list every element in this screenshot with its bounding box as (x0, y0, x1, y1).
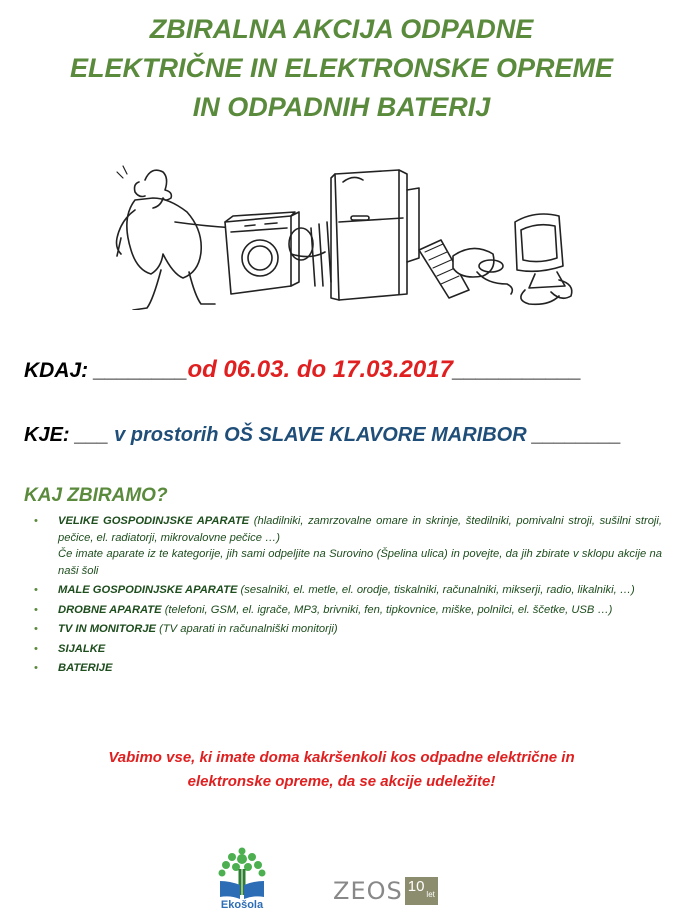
when-label: KDAJ: ________ (24, 359, 188, 382)
person-illustration (117, 166, 236, 310)
list-item (30, 660, 662, 677)
item-desc: (TV aparati in računalniški monitorji) (156, 623, 338, 635)
title-line-2: ELEKTRIČNE IN ELEKTRONSKE OPREME (69, 53, 614, 83)
item-desc: (hladilniki, zamrzovalne omare in skrinje, štedilniki, pomivalni stroji, sušilni stroji, pečice, el. radiatorji, mikrovalovne pečice …) (58, 515, 662, 544)
poster-title (0, 10, 683, 127)
bullet-icon: • (34, 515, 38, 527)
where-label: KJE: ___ (24, 424, 115, 446)
zeos-anniversary-badge (405, 877, 438, 905)
bullet-icon: • (34, 584, 38, 596)
when-dates: od 06.03. do 17.03.2017 (187, 356, 453, 383)
where-location: v prostorih OŠ SLAVE KLAVORE MARIBOR (114, 424, 533, 446)
when-line (24, 356, 581, 384)
list-item (30, 513, 662, 579)
monitor-illustration (515, 214, 572, 304)
zeos-wordmark: ZEOS (333, 877, 403, 905)
item-name: BATERIJE (58, 662, 113, 674)
zeos-number: 10 (407, 878, 425, 895)
closing-invitation (0, 746, 683, 794)
title-line-3: IN ODPADNIH BATERIJ (192, 92, 491, 122)
list-item (30, 621, 662, 638)
bullet-icon: • (34, 662, 38, 674)
where-line (24, 424, 621, 447)
list-item (30, 641, 662, 658)
when-trail: ___________ (452, 359, 582, 382)
collect-heading: KAJ ZBIRAMO? (24, 485, 168, 506)
where-trail: ________ (532, 424, 622, 446)
closing-line-2: elektronske opreme, da se akcije udeležite! (187, 773, 496, 790)
fridge-illustration (311, 170, 419, 300)
item-name: MALE GOSPODINJSKE APARATE (58, 584, 238, 596)
item-name: VELIKE GOSPODINJSKE APARATE (58, 515, 250, 527)
zeos-let: let (426, 890, 435, 899)
bullet-icon: • (34, 623, 38, 635)
collect-list (30, 513, 662, 680)
item-name: SIJALKE (58, 642, 106, 655)
ekosola-label: Ekošola (220, 899, 264, 911)
washing-machine-illustration (225, 212, 313, 294)
bullet-icon: • (34, 642, 38, 655)
closing-line-1: Vabimo vse, ki imate doma kakršenkoli kos odpadne električne in (108, 749, 575, 766)
item-note: Če imate aparate iz te kategorije, jih sami odpeljite na Surovino (Špelina ulica) in povejte, da jih zbirate v sklopu akcije na naši šoli (58, 548, 662, 577)
waste-electronics-illustration (105, 160, 580, 310)
zeos-logo (333, 876, 438, 906)
bullet-icon: • (34, 603, 38, 616)
title-line-1: ZBIRALNA AKCIJA ODPADNE (149, 14, 534, 44)
list-item (30, 602, 662, 619)
item-desc: (telefoni, GSM, el. igrače, MP3, brivniki, fen, tipkovnice, miške, polnilci, el. ščetke, USB …) (161, 603, 613, 616)
item-name: DROBNE APARATE (58, 603, 162, 616)
item-name: TV IN MONITORJE (58, 623, 157, 635)
list-item (30, 582, 662, 599)
item-desc: (sesalniki, el. metle, el. orodje, tiskalniki, računalniki, mikserji, radio, likalniki, …) (237, 584, 635, 596)
